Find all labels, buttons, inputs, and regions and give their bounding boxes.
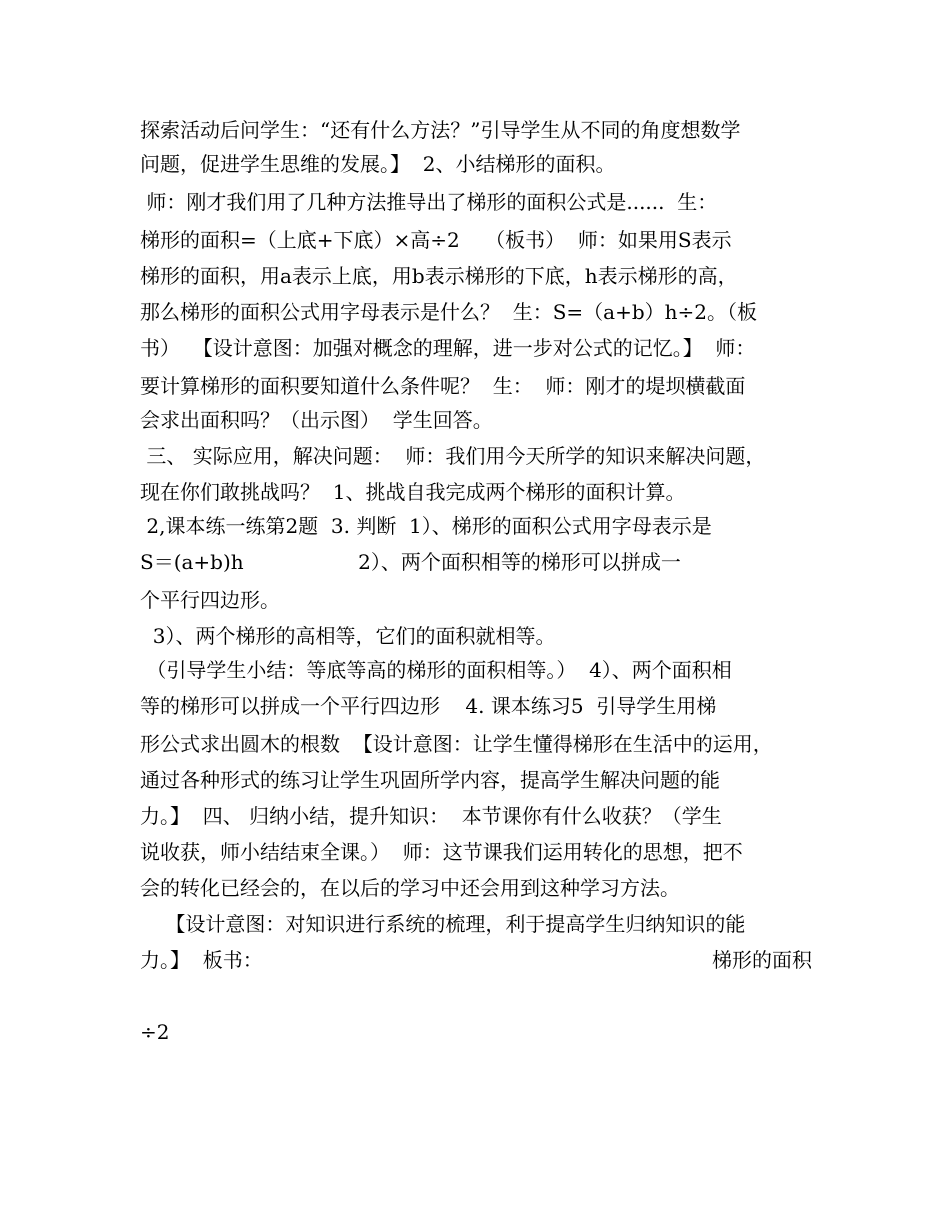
text-line: 【设计意图：对知识进行系统的梳理，利于提高学生归纳知识的能 <box>140 912 746 936</box>
text-line: 形公式求出圆木的根数 【设计意图：让学生懂得梯形在生活中的运用， <box>140 732 773 756</box>
text-line: （引导学生小结：等底等高的梯形的面积相等。） 4）、两个面积相 <box>140 658 732 682</box>
text-line: 2,课本练一练第2题 3. 判断 1）、梯形的面积公式用字母表示是 <box>140 514 712 538</box>
text-line: 现在你们敢挑战吗？ 1、挑战自我完成两个梯形的面积计算。 <box>140 480 686 504</box>
text-line: 梯形的面积，用a表示上底，用b表示梯形的下底，h表示梯形的高， <box>140 264 738 288</box>
text-line: 个平行四边形。 <box>140 588 280 612</box>
text-line: 会求出面积吗？（出示图） 学生回答。 <box>140 408 493 432</box>
text-line: 探索活动后问学生：“还有什么方法？”引导学生从不同的角度想数学 <box>140 118 741 142</box>
text-line: 会的转化已经会的，在以后的学习中还会用到这种学习方法。 <box>140 876 680 900</box>
text-line: ÷2 <box>140 1020 170 1044</box>
text-line: 力。】 四、 归纳小结，提升知识： 本节课你有什么收获？（学生 <box>140 804 722 828</box>
board-label: 力。】 板书： <box>140 948 263 972</box>
text-line: 那么梯形的面积公式用字母表示是什么？ 生：S=（a+b）h÷2。（板 <box>140 300 758 324</box>
text-line: 说收获，师小结结束全课。） 师：这节课我们运用转化的思想，把不 <box>140 840 743 864</box>
board-line-formula <box>140 981 812 1015</box>
text-line: 梯形的面积=（上底+下底）×高÷2 （板书） 师：如果用S表示 <box>140 228 732 252</box>
text-line: 三、 实际应用，解决问题： 师：我们用今天所学的知识来解决问题， <box>140 444 766 468</box>
board-line-heading <box>140 943 812 977</box>
text-line: 通过各种形式的练习让学生巩固所学内容，提高学生解决问题的能 <box>140 768 720 792</box>
text-line: 要计算梯形的面积要知道什么条件呢？ 生： 师：刚才的堤坝横截面 <box>140 374 746 398</box>
board-right-text: 梯形的面积 <box>712 948 812 972</box>
text-line: S＝(a+b)h 2）、两个面积相等的梯形可以拼成一 <box>140 550 681 574</box>
text-line: 书） 【设计意图：加强对概念的理解，进一步对公式的记忆。】 师： <box>140 336 756 360</box>
text-line: 3）、两个梯形的高相等，它们的面积就相等。 <box>140 624 556 648</box>
text-line: 等的梯形可以拼成一个平行四边形 4. 课本练习5 引导学生用梯 <box>140 694 717 718</box>
text-line: 师：刚才我们用了几种方法推导出了梯形的面积公式是...... 生： <box>140 190 718 214</box>
text-line: 问题，促进学生思维的发展。】 2、小结梯形的面积。 <box>140 152 616 176</box>
